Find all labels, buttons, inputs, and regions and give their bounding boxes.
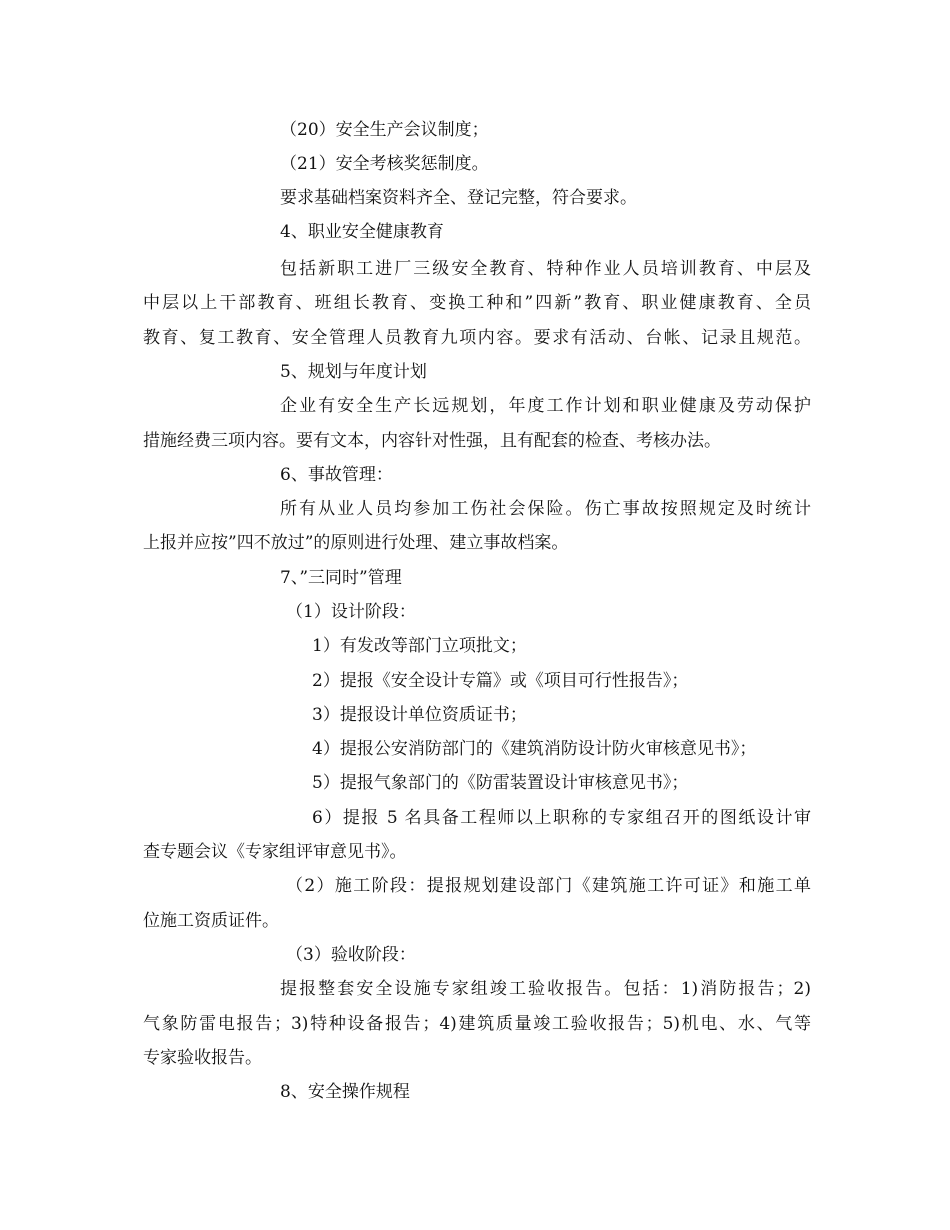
section-heading-4: 4、职业安全健康教育 xyxy=(280,222,444,242)
section-heading-7: 7、”三同时”管理 xyxy=(280,568,402,588)
subsection-construction-stage: （2）施工阶段：提报规划建设部门《建筑施工许可证》和施工单 xyxy=(286,876,811,896)
section-heading-6: 6、事故管理： xyxy=(280,465,393,485)
paragraph-line: 专家验收报告。 xyxy=(143,1048,262,1068)
paragraph-line: 措施经费三项内容。要有文本，内容针对性强，且有配套的检查、考核办法。 xyxy=(143,431,721,451)
paragraph-line: 教育、复工教育、安全管理人员教育九项内容。要求有活动、台帐、记录且规范。 xyxy=(143,328,811,348)
requirement-paragraph: 要求基础档案资料齐全、登记完整，符合要求。 xyxy=(280,188,637,208)
list-item: 5）提报气象部门的《防雷装置设计审核意见书》； xyxy=(312,773,689,793)
subsection-acceptance-stage: （3）验收阶段： xyxy=(286,945,416,965)
list-item-continuation: 查专题会议《专家组评审意见书》。 xyxy=(143,842,407,862)
paragraph-line: 提报整套安全设施专家组竣工验收报告。包括：1)消防报告；2) xyxy=(280,979,811,999)
subsection-design-stage: （1）设计阶段： xyxy=(286,602,416,622)
list-item: 3）提报设计单位资质证书； xyxy=(312,705,527,725)
paragraph-line: 上报并应按”四不放过”的原则进行处理、建立事故档案。 xyxy=(143,533,569,553)
paragraph-line: 企业有安全生产长远规划，年度工作计划和职业健康及劳动保护 xyxy=(280,396,811,416)
paragraph-line: 中层以上干部教育、班组长教育、变换工种和”四新”教育、职业健康教育、全员 xyxy=(143,293,811,313)
section-heading-5: 5、规划与年度计划 xyxy=(280,362,427,382)
list-item: 6）提报 5 名具备工程师以上职称的专家组召开的图纸设计审 xyxy=(312,808,811,828)
paragraph-line: 所有从业人员均参加工伤社会保险。伤亡事故按照规定及时统计 xyxy=(280,499,811,519)
paragraph-line: 气象防雷电报告；3)特种设备报告；4)建筑质量竣工验收报告；5)机电、水、气等 xyxy=(143,1014,811,1034)
list-item: 2）提报《安全设计专篇》或《项目可行性报告》； xyxy=(312,671,689,691)
paragraph-line: 位施工资质证件。 xyxy=(143,911,279,931)
paragraph-line: 包括新职工进厂三级安全教育、特种作业人员培训教育、中层及 xyxy=(280,259,811,279)
list-item: 1）有发改等部门立项批文； xyxy=(312,636,527,656)
list-item: 4）提报公安消防部门的《建筑消防设计防火审核意见书》； xyxy=(312,739,757,759)
section-heading-8: 8、安全操作规程 xyxy=(280,1082,410,1102)
list-item-21: （21）安全考核奖惩制度。 xyxy=(280,154,489,174)
list-item-20: （20）安全生产会议制度； xyxy=(280,120,489,140)
